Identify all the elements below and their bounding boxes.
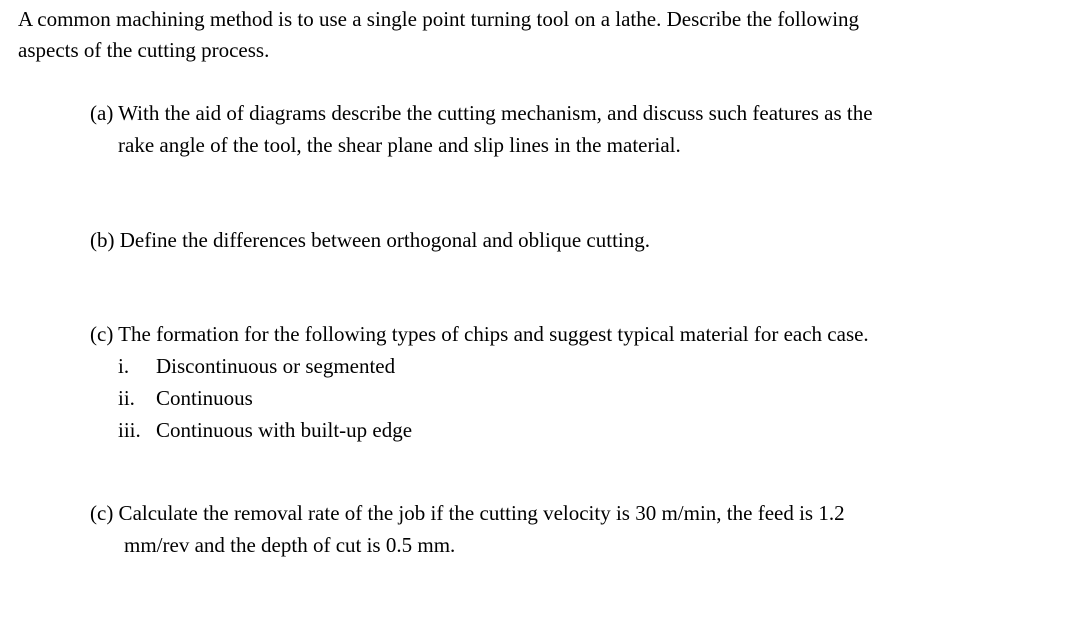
- list-item: [118, 414, 412, 446]
- chip-types-list: [118, 350, 412, 446]
- question-a-line-1: (a) With the aid of diagrams describe the cutting mechanism, and discuss such features as the: [90, 101, 873, 125]
- list-item: [118, 382, 412, 414]
- question-d-line-2: mm/rev and the depth of cut is 0.5 mm.: [124, 533, 456, 557]
- question-c-line-1: (c) The formation for the following types of chips and suggest typical material for each case.: [90, 322, 869, 346]
- intro-paragraph: [18, 4, 1058, 66]
- list-item-text: Continuous with built-up edge: [156, 418, 413, 442]
- question-d-line-1: (c) Calculate the removal rate of the job if the cutting velocity is 30 m/min, the feed is 1.2: [90, 501, 845, 525]
- list-item-number: ii.: [118, 386, 135, 410]
- question-a-line-2: rake angle of the tool, the shear plane and slip lines in the material.: [118, 133, 681, 157]
- question-b-line-1: (b) Define the differences between orthogonal and oblique cutting.: [90, 228, 650, 252]
- intro-line-1: A common machining method is to use a single point turning tool on a lathe. Describe the following: [18, 7, 860, 31]
- question-d: [90, 497, 1050, 561]
- list-item: [118, 350, 412, 382]
- question-c: [90, 318, 1050, 350]
- list-item-text: Continuous: [156, 386, 253, 410]
- intro-line-2: aspects of the cutting process.: [18, 38, 270, 62]
- question-a: [90, 97, 1050, 161]
- question-b: [90, 224, 1050, 256]
- list-item-text: Discontinuous or segmented: [156, 354, 396, 378]
- list-item-number: iii.: [118, 418, 141, 442]
- list-item-number: i.: [118, 354, 130, 378]
